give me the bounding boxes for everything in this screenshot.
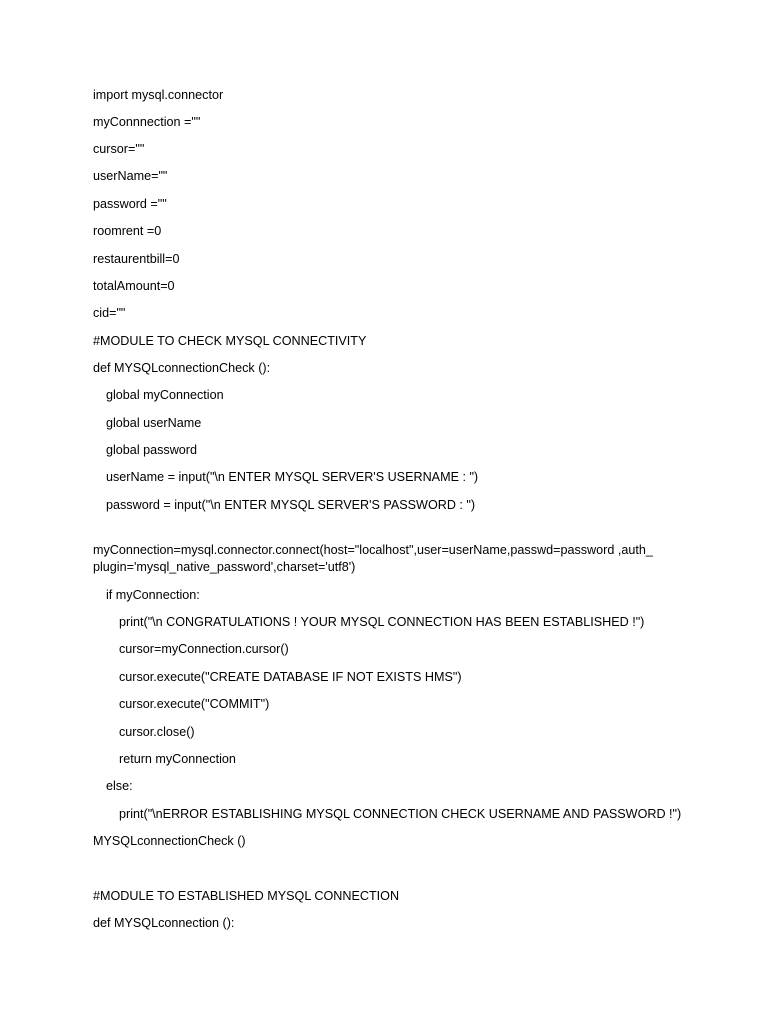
code-line: #MODULE TO ESTABLISHED MYSQL CONNECTION: [93, 889, 400, 903]
code-line: def MYSQLconnection ():: [93, 916, 235, 930]
code-line: myConnnection ="": [93, 115, 201, 129]
code-line: return myConnection: [119, 752, 236, 766]
code-line: myConnection=mysql.connector.connect(host="localhost",user=userName,passwd=password ,auth_: [93, 543, 653, 557]
code-line: userName="": [93, 169, 168, 183]
code-line: cid="": [93, 306, 126, 320]
code-line: print("\n CONGRATULATIONS ! YOUR MYSQL CONNECTION HAS BEEN ESTABLISHED !"): [119, 615, 645, 629]
code-line: restaurentbill=0: [93, 252, 180, 266]
code-line: cursor.execute("COMMIT"): [119, 697, 270, 711]
code-line: roomrent =0: [93, 224, 162, 238]
code-line: import mysql.connector: [93, 88, 224, 102]
code-line: cursor=myConnection.cursor(): [119, 642, 289, 656]
code-line: MYSQLconnectionCheck (): [93, 834, 246, 848]
code-line: password ="": [93, 197, 167, 211]
code-line: cursor="": [93, 142, 145, 156]
code-line: #MODULE TO CHECK MYSQL CONNECTIVITY: [93, 334, 367, 348]
code-line: global myConnection: [106, 388, 224, 402]
code-line: if myConnection:: [106, 588, 200, 602]
code-line: password = input("\n ENTER MYSQL SERVER'S PASSWORD : "): [106, 498, 476, 512]
code-line: userName = input("\n ENTER MYSQL SERVER'S USERNAME : "): [106, 470, 479, 484]
code-line: cursor.close(): [119, 725, 195, 739]
code-line: global password: [106, 443, 198, 457]
code-line: plugin='mysql_native_password',charset='utf8'): [93, 560, 356, 574]
code-line: def MYSQLconnectionCheck ():: [93, 361, 271, 375]
code-line: else:: [106, 779, 133, 793]
code-line: print("\nERROR ESTABLISHING MYSQL CONNECTION CHECK USERNAME AND PASSWORD !"): [119, 807, 682, 821]
code-line: cursor.execute("CREATE DATABASE IF NOT EXISTS HMS"): [119, 670, 462, 684]
code-line: global userName: [106, 416, 202, 430]
code-line: totalAmount=0: [93, 279, 175, 293]
